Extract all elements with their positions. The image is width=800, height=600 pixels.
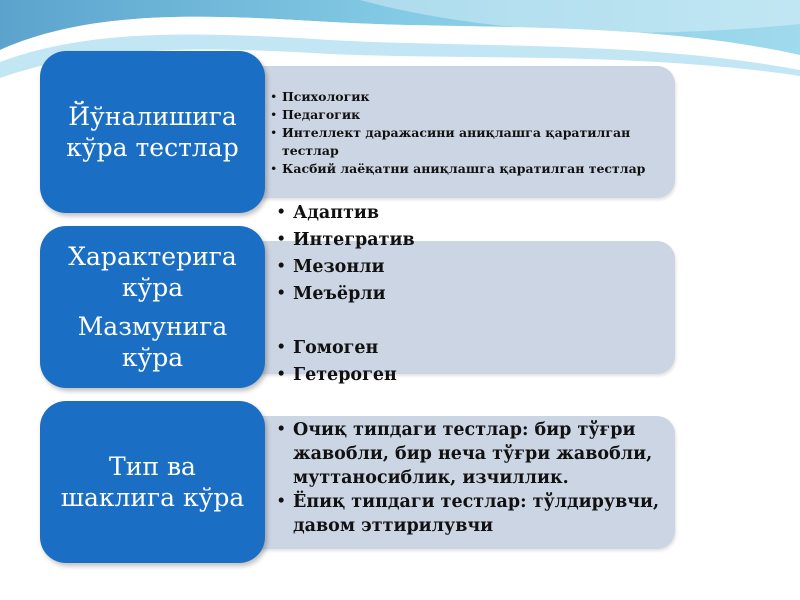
row1-label-line2: кўра тестлар [66, 133, 239, 162]
row3-label [40, 401, 265, 563]
row2-label-line2: кўра [121, 273, 184, 302]
row2-label2-line2: кўра [121, 343, 184, 372]
list-item: • Мезонли [293, 254, 415, 281]
row2-label-line1: Характерига [68, 242, 237, 271]
list-item: • Педагогик [282, 106, 667, 124]
row2-label [40, 226, 265, 388]
row3-label-line2: шаклига кўра [60, 483, 245, 512]
row2-label2-line1: Мазмунига [77, 312, 228, 341]
list-spacer [293, 308, 415, 335]
list-item: • Интегратив [293, 227, 415, 254]
list-item: • Адаптив [293, 200, 415, 227]
list-item: • Психологик [282, 88, 667, 106]
row3-label-line1: Тип ва [109, 452, 196, 481]
row1-label [40, 51, 265, 213]
list-item: • Ёпиқ типдаги тестлар: тўлдирувчи, давом эттирилувчи [293, 490, 668, 538]
list-item: • Меъёрли [293, 281, 415, 308]
list-item: • Интеллект даражасини аниқлашга қаратилган тестлар [282, 124, 667, 160]
row1-list [282, 88, 667, 178]
row3-list [293, 418, 668, 538]
list-item: • Касбий лаёқатни аниқлашга қаратилган тестлар [282, 160, 667, 178]
list-item: • Гомоген [293, 335, 415, 362]
row2-list [293, 200, 415, 389]
list-item: • Очиқ типдаги тестлар: бир тўғри жавобли, бир неча тўғри жавобли, муттаносиблик, изчиллик. [293, 418, 668, 490]
list-item: • Гетероген [293, 362, 415, 389]
row1-label-line1: Йўналишига [68, 102, 237, 131]
